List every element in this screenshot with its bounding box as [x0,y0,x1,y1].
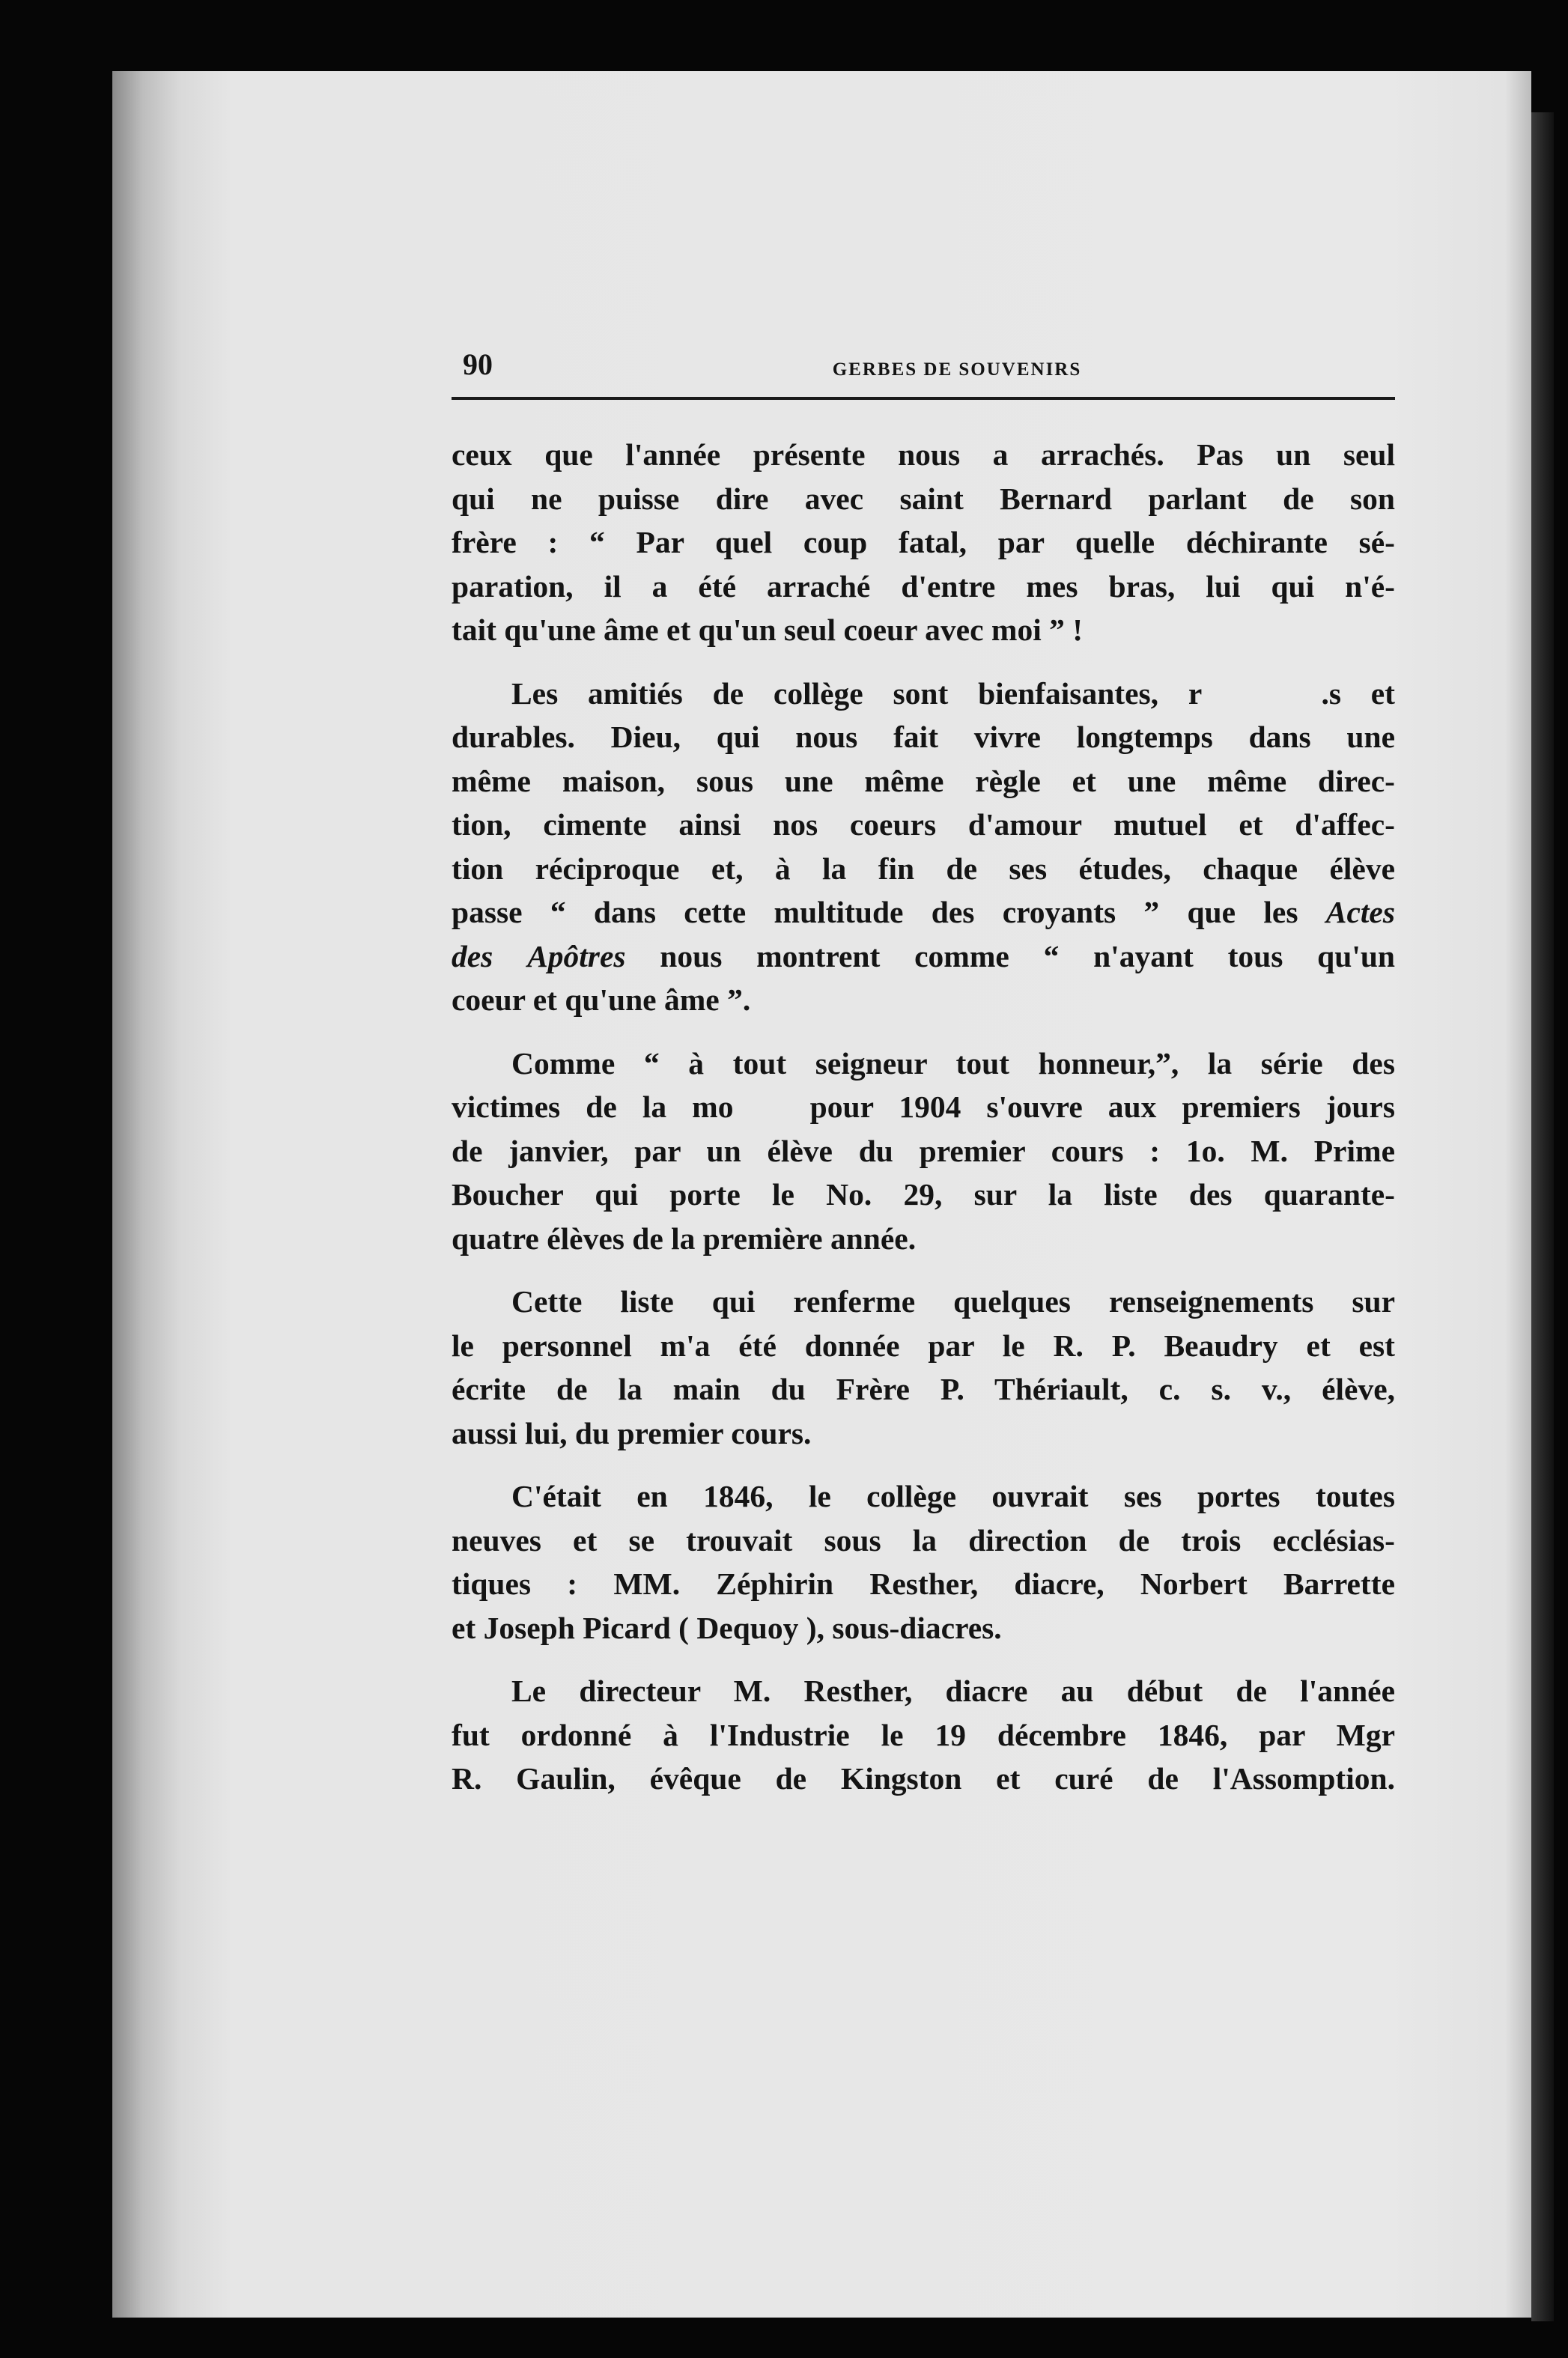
text-line: aussi lui, du premier cours. [452,1415,812,1450]
text-line: ceux que l'année présente nous a arrachés. Pas un seul [452,437,1395,472]
text-line: Le directeur M. Resther, diacre au début de l'année [511,1674,1395,1708]
running-title: GERBES DE SOUVENIRS [832,359,1082,380]
text-run: passe “ dans cette multitude des croyants ” que les [452,895,1298,929]
text-line: Comme “ à tout seigneur tout honneur,”, la série des [511,1045,1395,1081]
text-line: neuves et se trouvait sous la direction de trois ecclésias- [452,1522,1395,1558]
text-line: qui ne puisse dire avec saint Bernard parlant de son [452,481,1395,516]
text-line: écrite de la main du Frère P. Thériault, c. s. v., élève, [452,1372,1395,1406]
text-run: nous montrent comme “ n'ayant tous qu'un [660,938,1396,973]
text-line: tait qu'une âme et qu'un seul coeur avec moi ” ! [452,613,1084,647]
text-line: frère : “ Par quel coup fatal, par quelle déchirante sé- [452,525,1395,559]
text-line: le personnel m'a été donnée par le R. P. Beaudry et est [452,1328,1395,1363]
text-line: Cette liste qui renferme quelques renseignements sur [511,1284,1395,1319]
text-line: fut ordonné à l'Industrie le 19 décembre 1846, par Mgr [452,1717,1395,1752]
text-line: R. Gaulin, évêque de Kingston et curé de l'Assomption. [452,1761,1395,1796]
text-line: de janvier, par un élève du premier cours : 1o. M. Prime [452,1133,1395,1168]
text-line: tion réciproque et, à la fin de ses études, chaque élève [452,851,1395,886]
italic-title-actes: Actes [1325,895,1395,929]
paragraph-6 [452,1669,1395,1801]
text-line: tion, cimente ainsi nos coeurs d'amour mutuel et d'affec- [452,807,1395,842]
paragraph-3 [452,1042,1395,1261]
text-line-with-italic [452,935,1395,979]
text-line: paration, il a été arraché d'entre mes bras, lui qui n'é- [452,568,1395,604]
paragraph-1 [452,433,1395,652]
text-line: même maison, sous une même règle et une même direc- [452,763,1395,798]
italic-des: des [452,938,493,973]
text-line: coeur et qu'une âme ”. [452,982,751,1017]
paragraph-2 [452,672,1395,1022]
text-line: et Joseph Picard ( Dequoy ), sous-diacres. [452,1610,1002,1645]
running-head [452,341,1395,400]
paragraph-4 [452,1280,1395,1455]
text-line: Boucher qui porte le No. 29, sur la liste des quarante- [452,1177,1395,1212]
text-line: victimes de la mo pour 1904 s'ouvre aux premiers jours [452,1090,1395,1124]
page-number: 90 [463,347,493,381]
text-line: durables. Dieu, qui nous fait vivre longtemps dans une [452,720,1395,754]
text-line: C'était en 1846, le collège ouvrait ses portes toutes [511,1479,1395,1513]
page-text-block [452,341,1395,1820]
text-line: quatre élèves de la première année. [452,1221,917,1256]
paragraph-5 [452,1474,1395,1650]
text-line: Les amitiés de collège sont bienfaisantes, r .s et [511,675,1395,711]
italic-title-apotres: Apôtres [527,938,626,973]
text-line: tiques : MM. Zéphirin Resther, diacre, Norbert Barrette [452,1567,1395,1601]
book-edge [1531,112,1554,2321]
text-line-with-italic [452,890,1395,935]
